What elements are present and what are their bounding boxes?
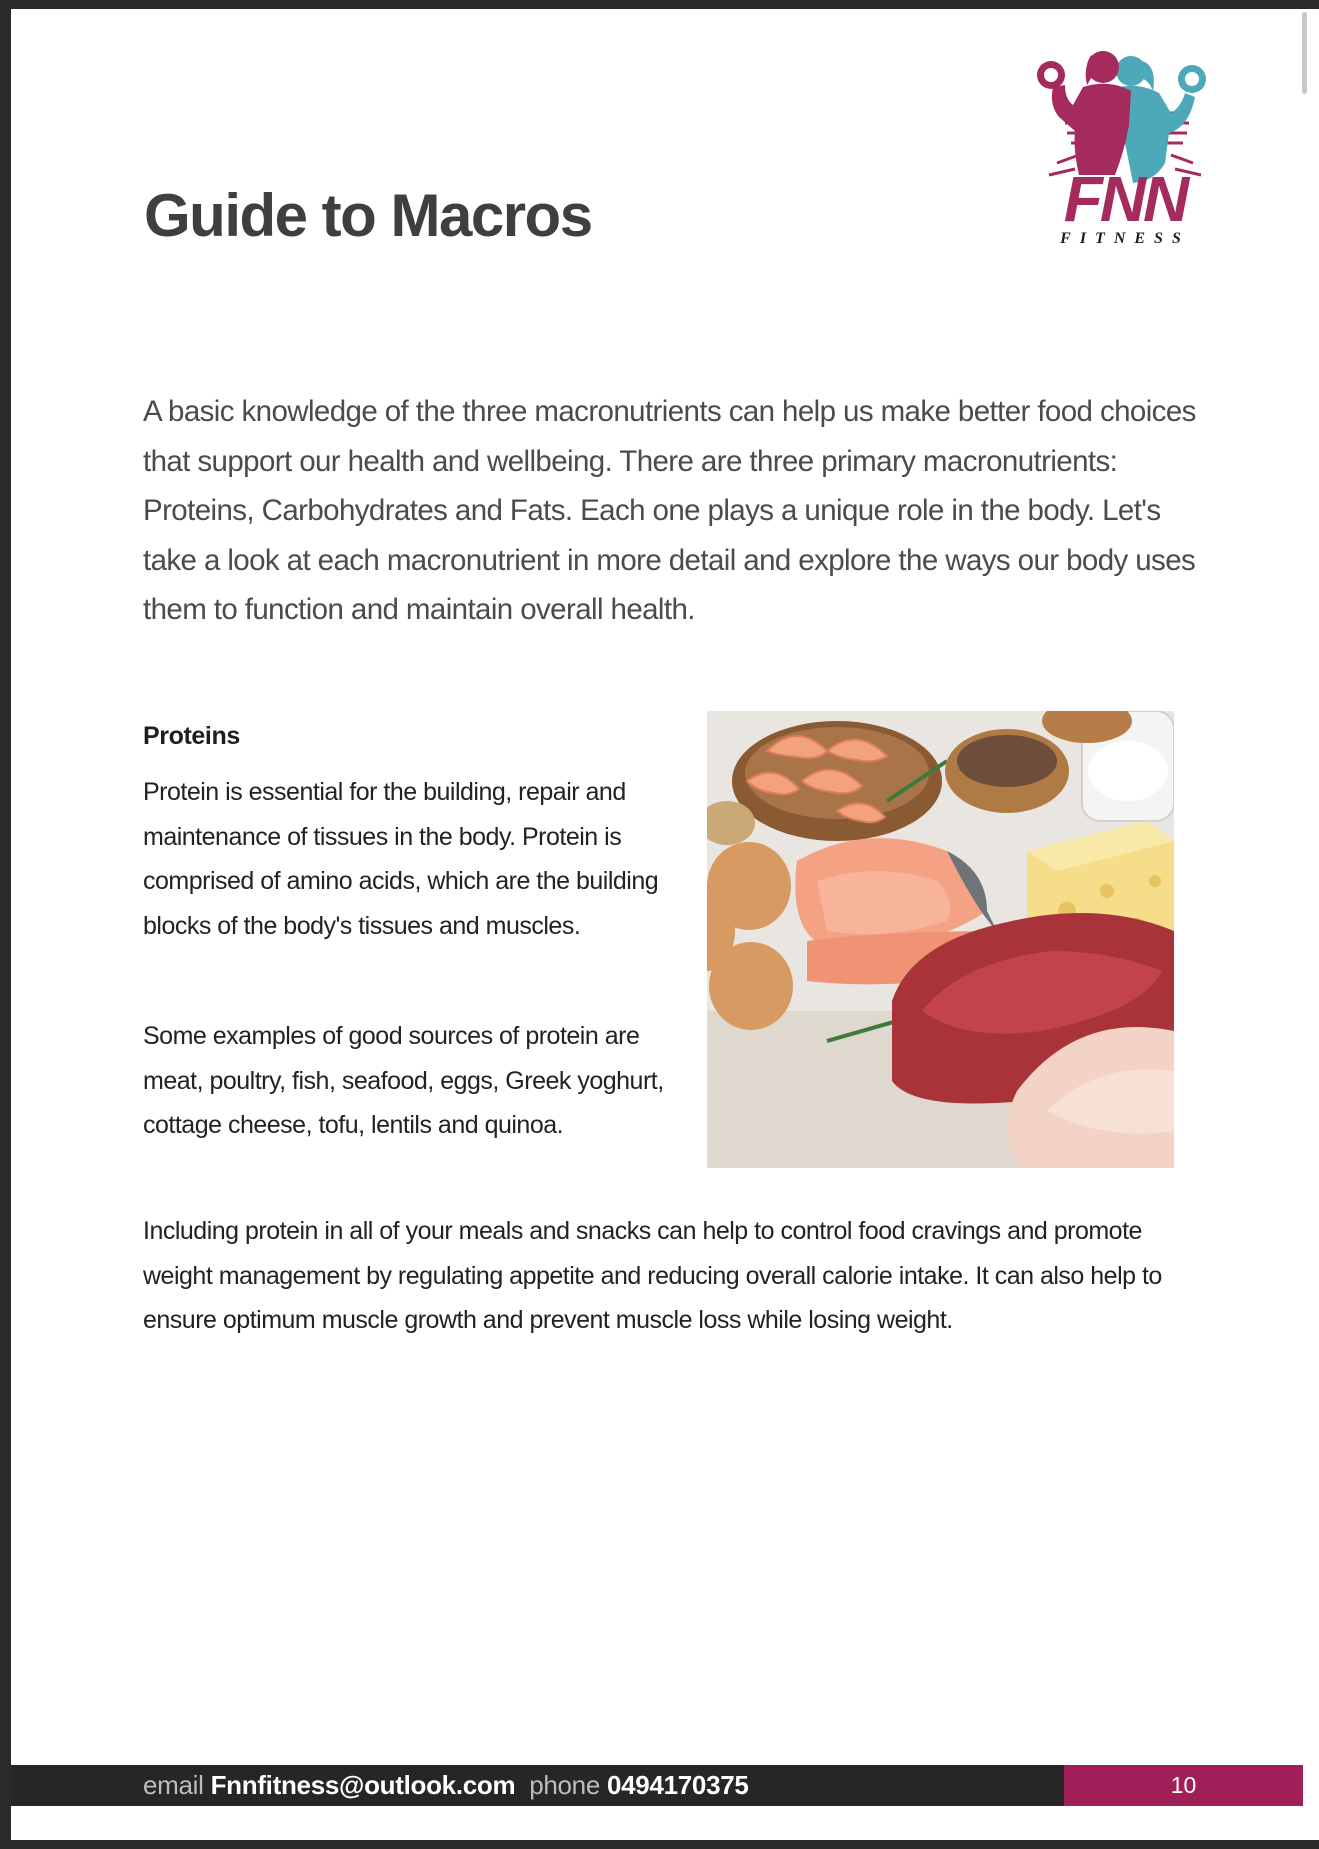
logo-subtitle: FITNESS [1060,230,1190,245]
email-address[interactable]: Fnnfitness@outlook.com [210,1770,516,1800]
protein-foods-photo [707,711,1174,1168]
phone-number: 0494170375 [606,1770,749,1800]
scrollbar-thumb[interactable] [1302,12,1307,94]
fnn-fitness-logo [1027,45,1223,245]
intro-paragraph: A basic knowledge of the three macronutrients can help us make better food choices that support our health and wellbeing. There are three primary macronutrients: Proteins, Carbohydrates and Fats. Each one plays a unique role in the body. Let's take a look at each macronutrient in more detail and explore the ways our body uses them to function and maintain overall health. [143,395,1196,626]
page-title: Guide to Macros [144,182,592,249]
document-page [11,9,1303,1840]
scrollbar-track[interactable] [1303,9,1319,1840]
footer-contact [143,1770,749,1801]
logo-wordmark: FNN [1063,163,1187,235]
magenta-figure [1037,51,1131,175]
proteins-paragraph-3: Including protein in all of your meals and snacks can help to control food cravings and promote weight management by regulating appetite and reducing overall calorie intake. It can also help to ensure optimum muscle growth and prevent muscle loss while losing weight. [143,1217,1162,1335]
email-label: email [143,1770,204,1800]
proteins-heading: Proteins [143,722,240,750]
page-number-box [1064,1765,1303,1806]
proteins-paragraph-1: Protein is essential for the building, repair and maintenance of tissues in the body. Protein is comprised of amino acids, which are the building blocks of the body's tissues and muscles. [143,778,659,940]
proteins-paragraph-2: Some examples of good sources of protein are meat, poultry, fish, seafood, eggs, Greek yoghurt, cottage cheese, tofu, lentils and quinoa. [143,1022,664,1140]
page-number: 10 [1170,1772,1197,1798]
page-footer [11,1765,1303,1806]
phone-label: phone [529,1770,601,1800]
